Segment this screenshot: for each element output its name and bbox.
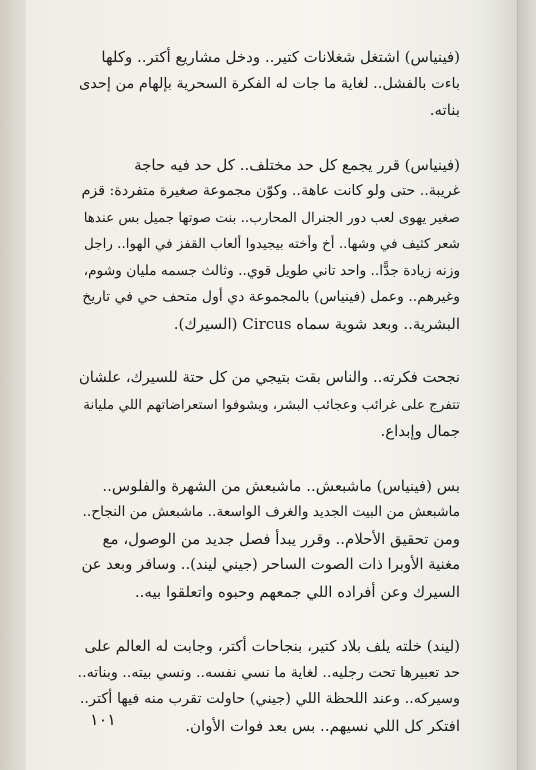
text-line: بناته.	[429, 101, 460, 119]
text-line: حد تعبيرها تحت رجليه.. لغاية ما نسي نفسه.. ونسي بيته.. وبناته..	[77, 664, 460, 681]
text-line: البشرية.. وبعد شوية سماه Circus (السيرك).	[173, 314, 460, 333]
text-line: صغير يهوى لعب دور الجنرال المحارب.. بنت صوتها جميل بس عندها	[83, 209, 460, 226]
text-line: تتفرج على غرائب وعجائب البشر، ويشوفوا استعراضاتهم اللي مليانة	[83, 396, 460, 413]
text-line: شعر كثيف في وشها.. أخ وأخته بيجيدوا ألعاب القفز في الهوا.. راجل	[84, 236, 460, 252]
paragraph-3	[78, 365, 460, 445]
text-line: غريبة.. حتى ولو كانت عاهة.. وكوّن مجموعة صغيرة متفردة: قزم	[81, 183, 460, 199]
text-line: باءت بالفشل.. لغاية ما جات له الفكرة السحرية بإلهام من إحدى	[78, 75, 460, 92]
text-line: وسيركه.. وعند اللحظة اللي (جيني) حاولت تقرب منه فيها أكتر..	[79, 691, 460, 707]
text-line: نجحت فكرته.. والناس بقت بتيجي من كل حتة للسيرك، علشان	[78, 369, 460, 386]
page-number: ١٠١	[90, 710, 116, 729]
paragraph-1	[78, 44, 460, 124]
text-line: مغنية الأوبرا ذات الصوت الساحر (جيني ليند).. وسافر وبعد عن	[81, 556, 460, 573]
paragraph-4	[78, 473, 460, 606]
paragraph-2	[78, 152, 460, 338]
text-line: (ليند) خلته يلف بلاد كتير، بنجاحات أكتر، وجابت له العالم على	[84, 637, 460, 655]
adjacent-page-edge	[517, 0, 536, 770]
text-line: (فينياس) قرر يجمع كل حد مختلف.. كل حد فيه حاجة	[134, 155, 460, 174]
text-line: السيرك وعن أفراده اللي جمعهم وحبوه واتعلقوا بيه..	[134, 582, 460, 601]
text-line: بس (فينياس) ماشبعش.. ماشبعش من الشهرة والفلوس..	[102, 476, 460, 495]
text-line: جمال وإبداع.	[380, 422, 460, 440]
text-line: ومن تحقيق الأحلام.. وقرر يبدأ فصل جديد من الوصول، مع	[102, 529, 460, 548]
text-line: (فينياس) اشتغل شغلانات كتير.. ودخل مشاريع أكتر.. وكلها	[101, 48, 460, 66]
paragraph-5	[78, 633, 460, 739]
text-line: افتكر كل اللي نسيهم.. بس بعد فوات الأوان.	[185, 716, 460, 735]
page-gutter	[0, 0, 26, 770]
text-line: ماشبعش من البيت الجديد والغرف الواسعة.. ماشبعش من النجاح..	[82, 504, 460, 520]
text-line: وغيرهم.. وعمل (فينياس) بالمجموعة دي أول متحف حي في تاريخ	[82, 289, 460, 305]
body-text	[78, 44, 460, 767]
text-line: وزنه زيادة جدًّا.. واحد تاني طويل قوي.. وثالث جسمه مليان وشوم،	[83, 262, 460, 279]
